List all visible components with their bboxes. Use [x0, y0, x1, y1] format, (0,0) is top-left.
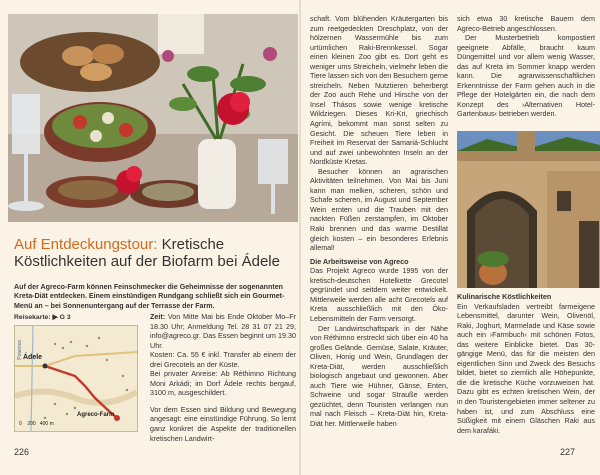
middle-paragraph-4: Der Landwirtschaftspark in der Nähe von Réthimno erstreckt sich über ein 40 ha großes Gelände. Gemüse, Salate, Kräuter, Oliven, Honig und Wein, Grundlagen der Kreta-Diät, werden ausschließlich biologisch angebaut und gewonnen. Aber auch Tiere wie Hühner, Gänse, Enten, Schweine und sogar Strauße werden gezüchtet, denn Touristen verlangen nun mal nach Fleisch – Kreta-Diät hin, Kreta-Diät her. Mittlerweile haben	[310, 323, 448, 428]
middle-paragraph-1: schaft. Vom blühenden Kräutergarten bis zum reetgedeckten Dreschplatz, von der hölzernen Wassermühle bis zum urtümlichen Raki-Brennkessel. Sogar einen kleinen Zoo gibt es. Dort geht es weniger ums Streicheln, vielmehr leben die Tiere lassen sich von den Besuchern gerne streicheln. Neben Nutztieren beherbergt der Zoo auch Rehe und Hirsche von der Insel Thásos sowie wenige kretische Wildziegen. Dieses Kri-Kri, griechisch Agrími, bekommt man sonst selten zu Gesicht. Die scheuen Tiere leben in Freiheit im Reservat der Samariá-Schlucht und auf zwei unbewohnten Inseln an der Nordküste Kretas.	[310, 14, 448, 167]
right-paragraph-2: Der Musterbetrieb kompostiert geeignete Abfälle, braucht kaum Düngemittel und vor allem wenig Wasser, das auf Kreta im Sommer knapp werden kann. Die agrarwissenschaftlichen Erkenntnisse der Farm gehen auch in die Pflege der Hotelgärten ein, die nach dem Konzept des ›Alternativen Hotel-Gartenbaus‹ betrieben werden.	[457, 33, 595, 119]
heading-arbeitsweise: Die Arbeitsweise von Agreco	[310, 256, 409, 266]
info-zeit-text: Von Mitte Mai bis Ende Oktober Mo–Fr 18.30 Uhr; Anmeldung Tel. 28 31 07 21 29, info@agreco.gr. Das Essen beginnt um 19.30 Uhr.	[150, 312, 296, 350]
left-info-column	[150, 312, 296, 443]
lead-paragraph: Auf der Agreco-Farm können Feinschmecker die Geheimnisse der sogenannten Kreta-Diät entdecken. Einem einstündigen Rundgang schließt sich ein Gourmet-Menü an – bei Sonnenuntergang auf der Terrasse der Farm.	[14, 283, 285, 310]
map-scale-label: 0 200 400 m	[19, 421, 54, 427]
page-number-right: 227	[560, 447, 576, 457]
map-river-label: Potamos	[17, 340, 23, 360]
map-place-label: Ádele	[23, 354, 43, 361]
info-anreise	[150, 369, 296, 398]
stone-archway-photo	[457, 131, 600, 288]
heading-kulinarische: Kulinarische Köstlichkeiten	[457, 292, 552, 301]
info-kosten-text: Kosten: Ca. 55 € inkl. Transfer ab einem der drei Grecotels an der Küste.	[150, 350, 296, 369]
middle-column	[310, 14, 448, 429]
food-table-photo	[8, 14, 298, 222]
page-number-left: 226	[14, 447, 30, 457]
farm-marker	[114, 415, 120, 421]
middle-paragraph-3: Das Projekt Agreco wurde 1995 von der kretisch-deutschen Hotelkette Grecotel gegründet und seitdem weiter entwickelt. Mittlerweile werden alle acht Grecotels auf Kreta ausschließlich mit den Öko-Lebensmitteln der Farm versorgt.	[310, 266, 448, 323]
book-gutter	[299, 0, 301, 475]
info-anreise-text: Bei privater Anreise: Ab Réthimno Richtung Moni Arkádi; im Dorf Ádele rechts bergauf, 3100 m, ausgeschildert.	[150, 369, 296, 398]
right-paragraph-3: Ein Verkaufsladen vertreibt farmeigene Lebensmittel, darunter Wein, Olivenöl, Raki, Joghurt, Marmelade und Käse sowie auch ein ›Farmbuch‹ mit schönen Fotos, das weitere Einblicke bietet. Das 30-gängige Menü, das für die meisten den eigentlichen Sinn und Zweck des Besuchs bildet, bietet so ziemlich alle Höhepunkte, die die kretische Küche vorzuweisen hat. Dazu gibt es echten kretischen Wein, der in den Touristengebieten immer seltener zu haben ist, und zum Abschluss eine Süßigkeit mit einem Gläschen Raki aus dem karafáki.	[457, 301, 595, 435]
right-paragraph-1: sich etwa 30 kretische Bauern dem Agreco-Betrieb angeschlossen.	[457, 14, 595, 33]
title-accent: Auf Entdeckungstour:	[14, 236, 158, 253]
page-title	[14, 236, 296, 270]
title-rest: Kretische Köstlichkeiten auf der Biofarm bei Ádele	[14, 236, 280, 270]
info-zeit: Zeit: Von Mitte Mai bis Ende Oktober Mo–Fr 18.30 Uhr; Anmeldung Tel. 28 31 07 21 29, info@agreco.gr. Das Essen beginnt um 19.30 Uhr.	[150, 312, 296, 350]
left-paragraph: Vor dem Essen sind Bildung und Bewegung angesagt: eine einstündige Führung. So lernt ganz konkret die Aspekte der traditionellen kretischen Landwirt-	[150, 404, 296, 443]
right-column-bottom	[457, 292, 595, 435]
info-kosten	[150, 350, 296, 369]
reisekarte-label: Reisekarte: ▶ G 3	[14, 314, 71, 321]
map-farm-label: Agreco-Farm	[77, 412, 115, 418]
right-column-top	[457, 14, 595, 119]
adele-marker	[43, 364, 48, 369]
middle-paragraph-2: Besucher können an agrarischen Aktivitäten teilnehmen. Von Mai bis Juni kann man melken, scheren, schön und Schafe scheren, im August und September Wein ernten und die Trauben mit den nackten Füßen zerstampfen, im Oktober Raki brennen und das warme Destillat gleich kosten – ein besonderes Erlebnis allemal!	[310, 166, 448, 253]
location-map	[14, 325, 138, 432]
